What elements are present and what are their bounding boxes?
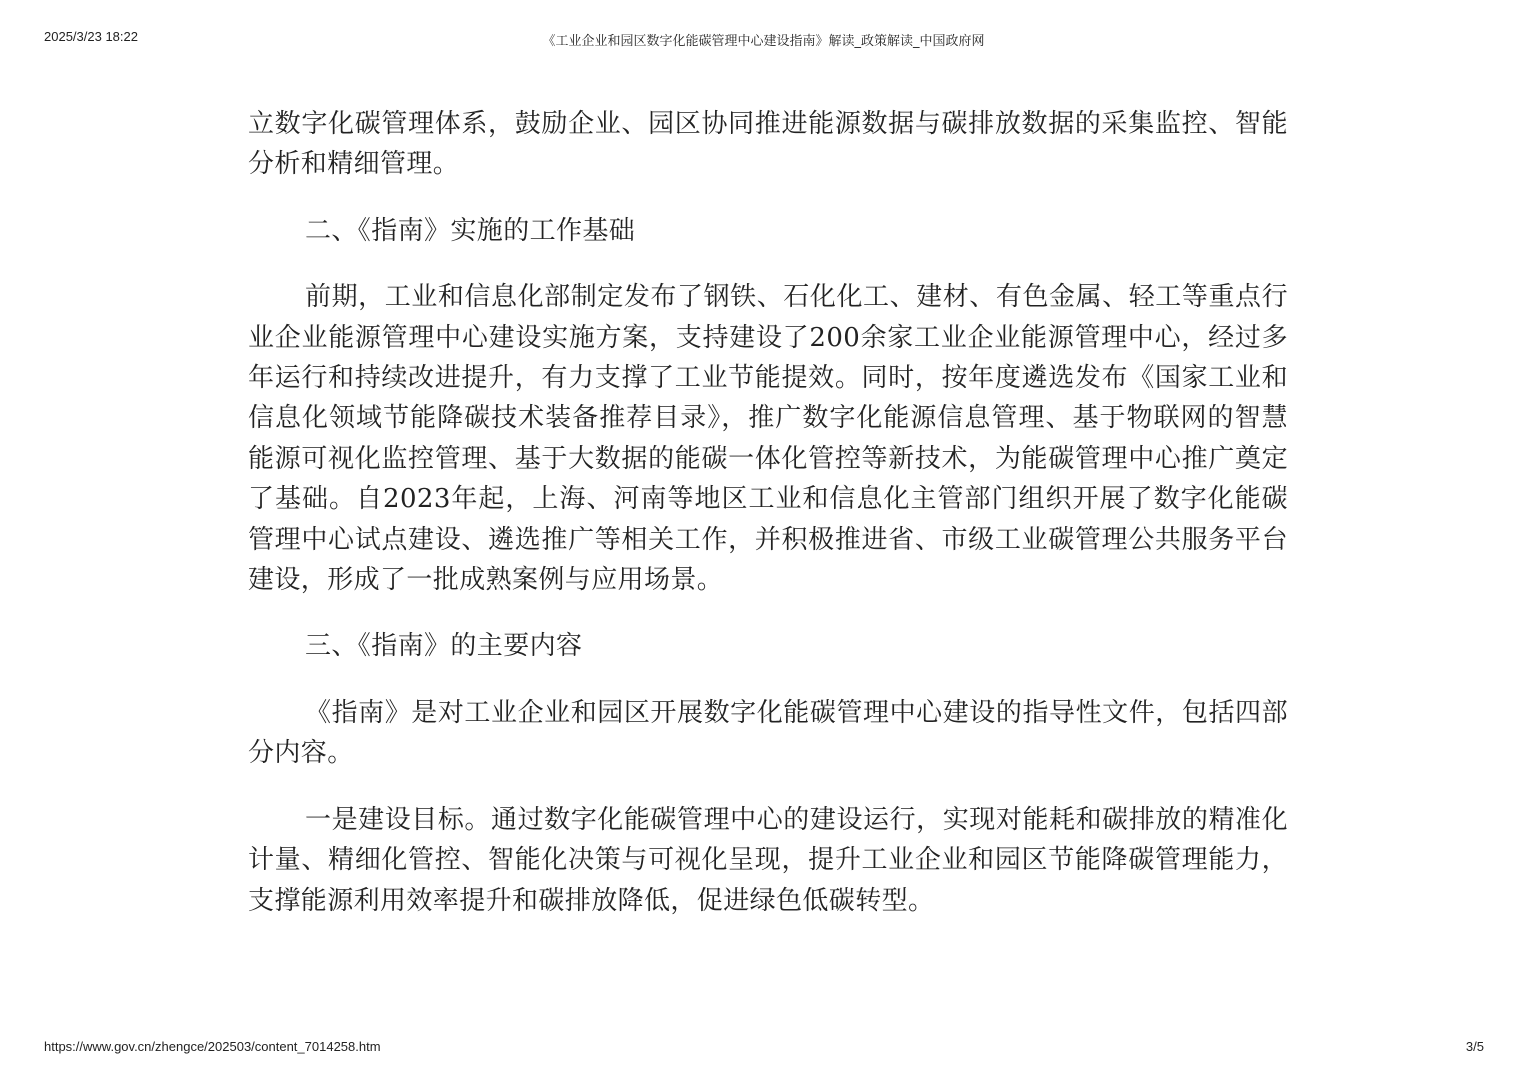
print-datetime: 2025/3/23 18:22 xyxy=(44,29,138,44)
paragraph-continued: 立数字化碳管理体系，鼓励企业、园区协同推进能源数据与碳排放数据的采集监控、智能分析和精细管理。 xyxy=(248,109,1288,180)
paragraph-work-foundation: 前期，工业和信息化部制定发布了钢铁、石化化工、建材、有色金属、轻工等重点行业企业能源管理中心建设实施方案，支持建设了200余家工业企业能源管理中心，经过多年运行和持续改进提升，有力支撑了工业节能提效。同时，按年度遴选发布《国家工业和信息化领域节能降碳技术装备推荐目录》，推广数字化能源信息管理、基于物联网的智慧能源可视化监控管理、基于大数据的能碳一体化管控等新技术，为能碳管理中心推广奠定了基础。自2023年起，上海、河南等地区工业和信息化主管部门组织开展了数字化能碳管理中心试点建设、遴选推广等相关工作，并积极推进省、市级工业碳管理公共服务平台建设，形成了一批成熟案例与应用场景。 xyxy=(248,282,1288,596)
section-heading-3: 三、《指南》的主要内容 xyxy=(305,631,583,662)
paragraph-construction-goals: 一是建设目标。通过数字化能碳管理中心的建设运行，实现对能耗和碳排放的精准化计量、精细化管控、智能化决策与可视化呈现，提升工业企业和园区节能降碳管理能力，支撑能源利用效率提升和碳排放降低，促进绿色低碳转型。 xyxy=(248,804,1288,916)
paragraph-guide-overview: 《指南》是对工业企业和园区开展数字化能碳管理中心建设的指导性文件，包括四部分内容。 xyxy=(248,697,1288,769)
section-heading-2: 二、《指南》实施的工作基础 xyxy=(305,215,636,246)
print-page-number: 3/5 xyxy=(1465,1039,1484,1054)
print-url: https://www.gov.cn/zhengce/202503/content_7014258.htm xyxy=(44,1039,381,1054)
print-page-title: 《工业企业和园区数字化能碳管理中心建设指南》解读_政策解读_中国政府网 xyxy=(542,34,985,49)
article-body xyxy=(248,104,1288,947)
